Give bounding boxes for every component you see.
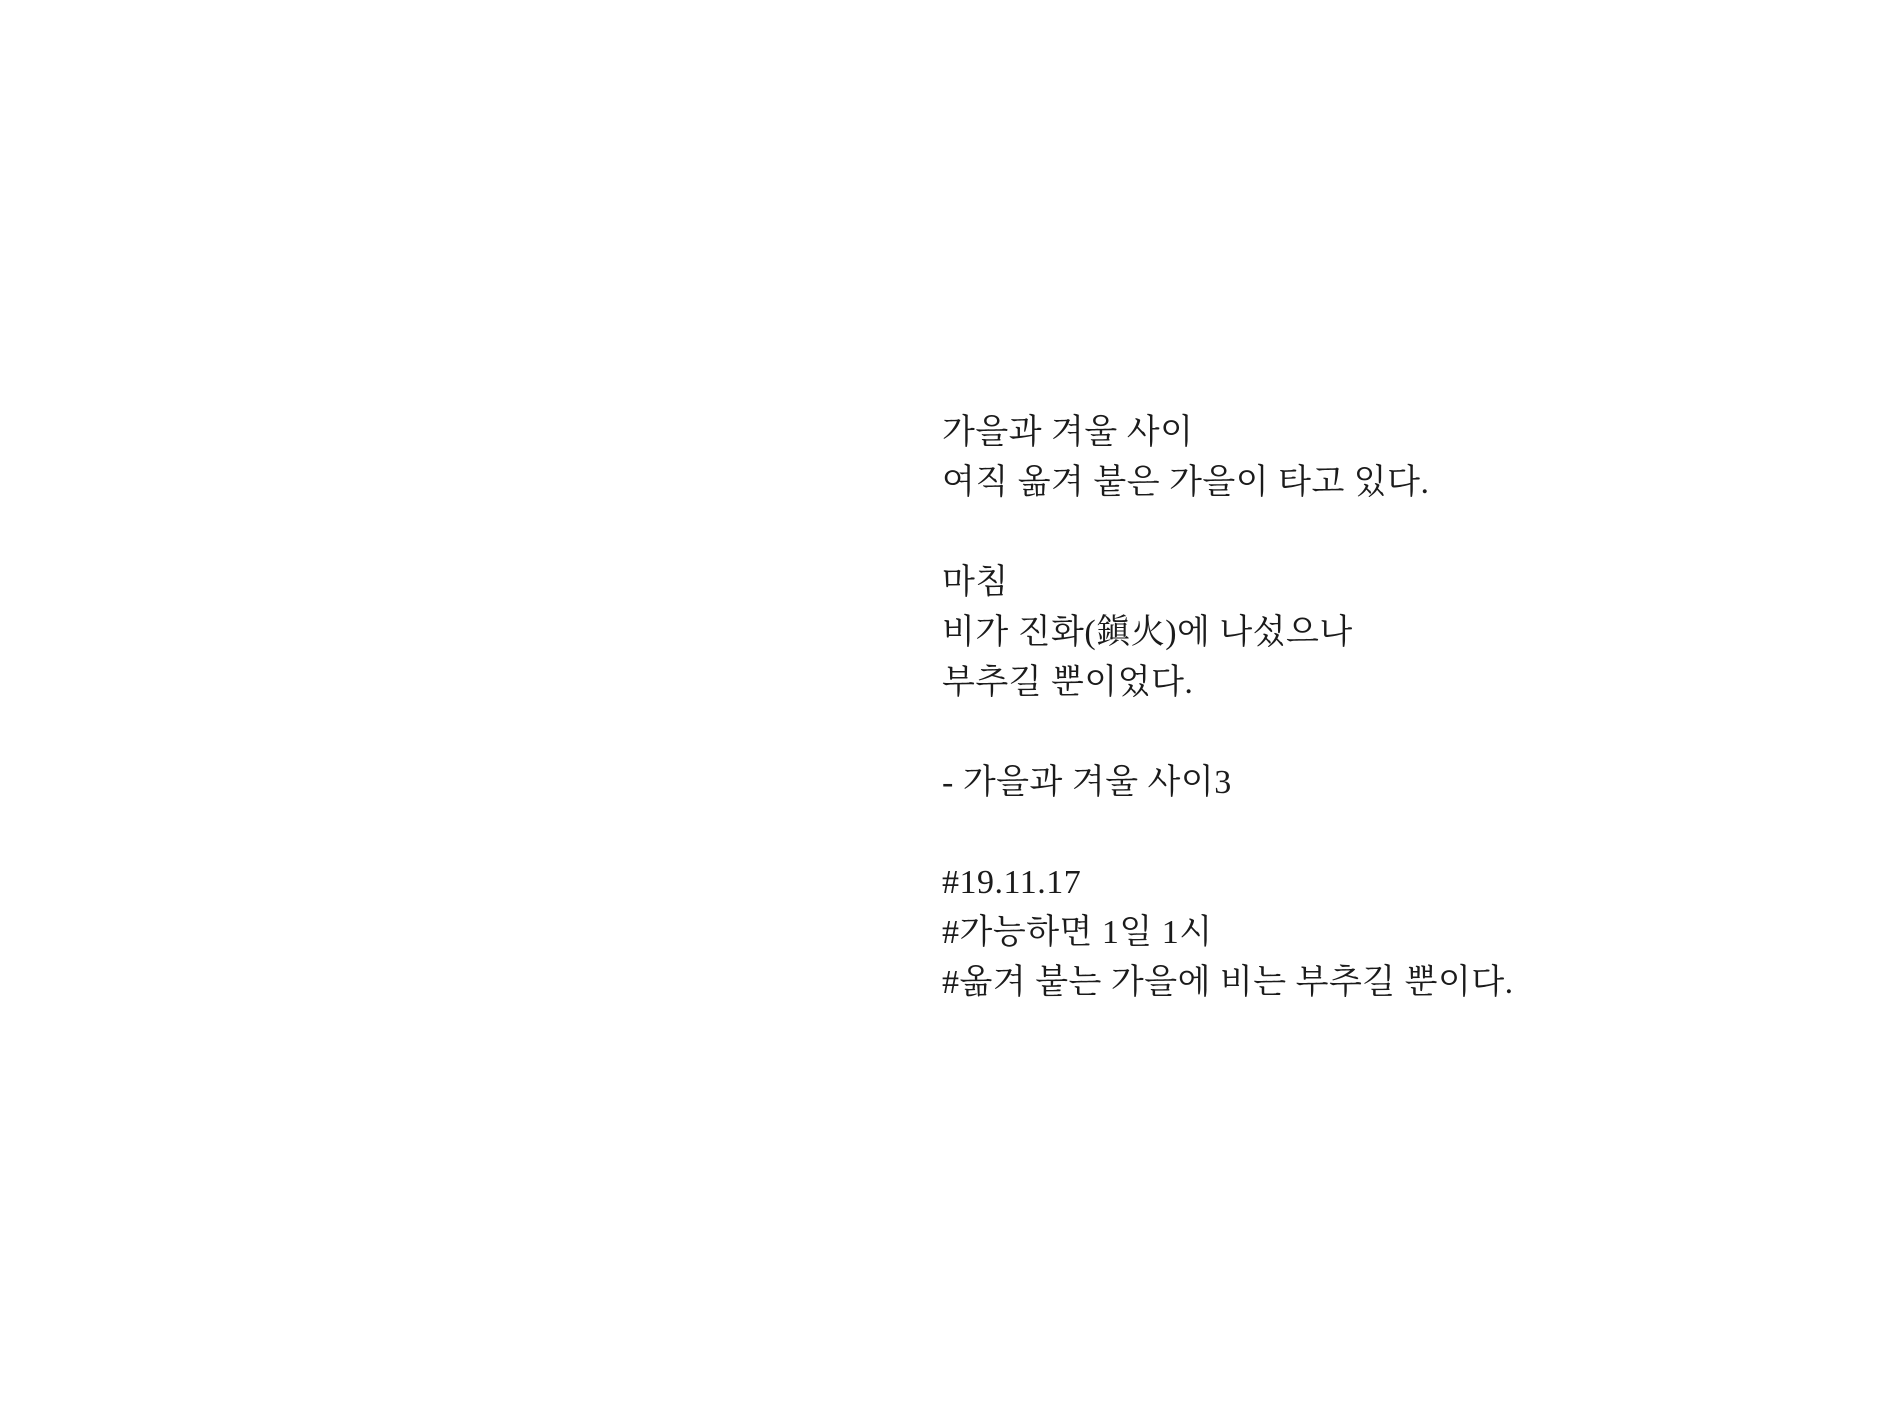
poem-hashtags: [942, 858, 1542, 1008]
poem-stanza-1: [942, 408, 1542, 508]
hashtag-line: #옮겨 붙는 가을에 비는 부추길 뿐이다.: [942, 964, 1514, 1001]
hashtag-line: #가능하면 1일 1시: [942, 914, 1213, 951]
hashtag-line: #19.11.17: [942, 864, 1082, 901]
poem-line: 가을과 겨울 사이: [942, 414, 1194, 451]
poem-line: 마침: [942, 564, 1009, 601]
poem-line: 부추길 뿐이었다.: [942, 664, 1194, 701]
poem-stanza-2: [942, 558, 1542, 708]
poem-attribution: [942, 758, 1542, 808]
poem-line: 비가 진화(鎭火)에 나섰으나: [942, 614, 1353, 651]
poem-title-line: - 가을과 겨울 사이3: [942, 764, 1232, 801]
poem-line: 여직 옮겨 붙은 가을이 타고 있다.: [942, 464, 1430, 501]
poem-text-block: [942, 408, 1542, 1008]
